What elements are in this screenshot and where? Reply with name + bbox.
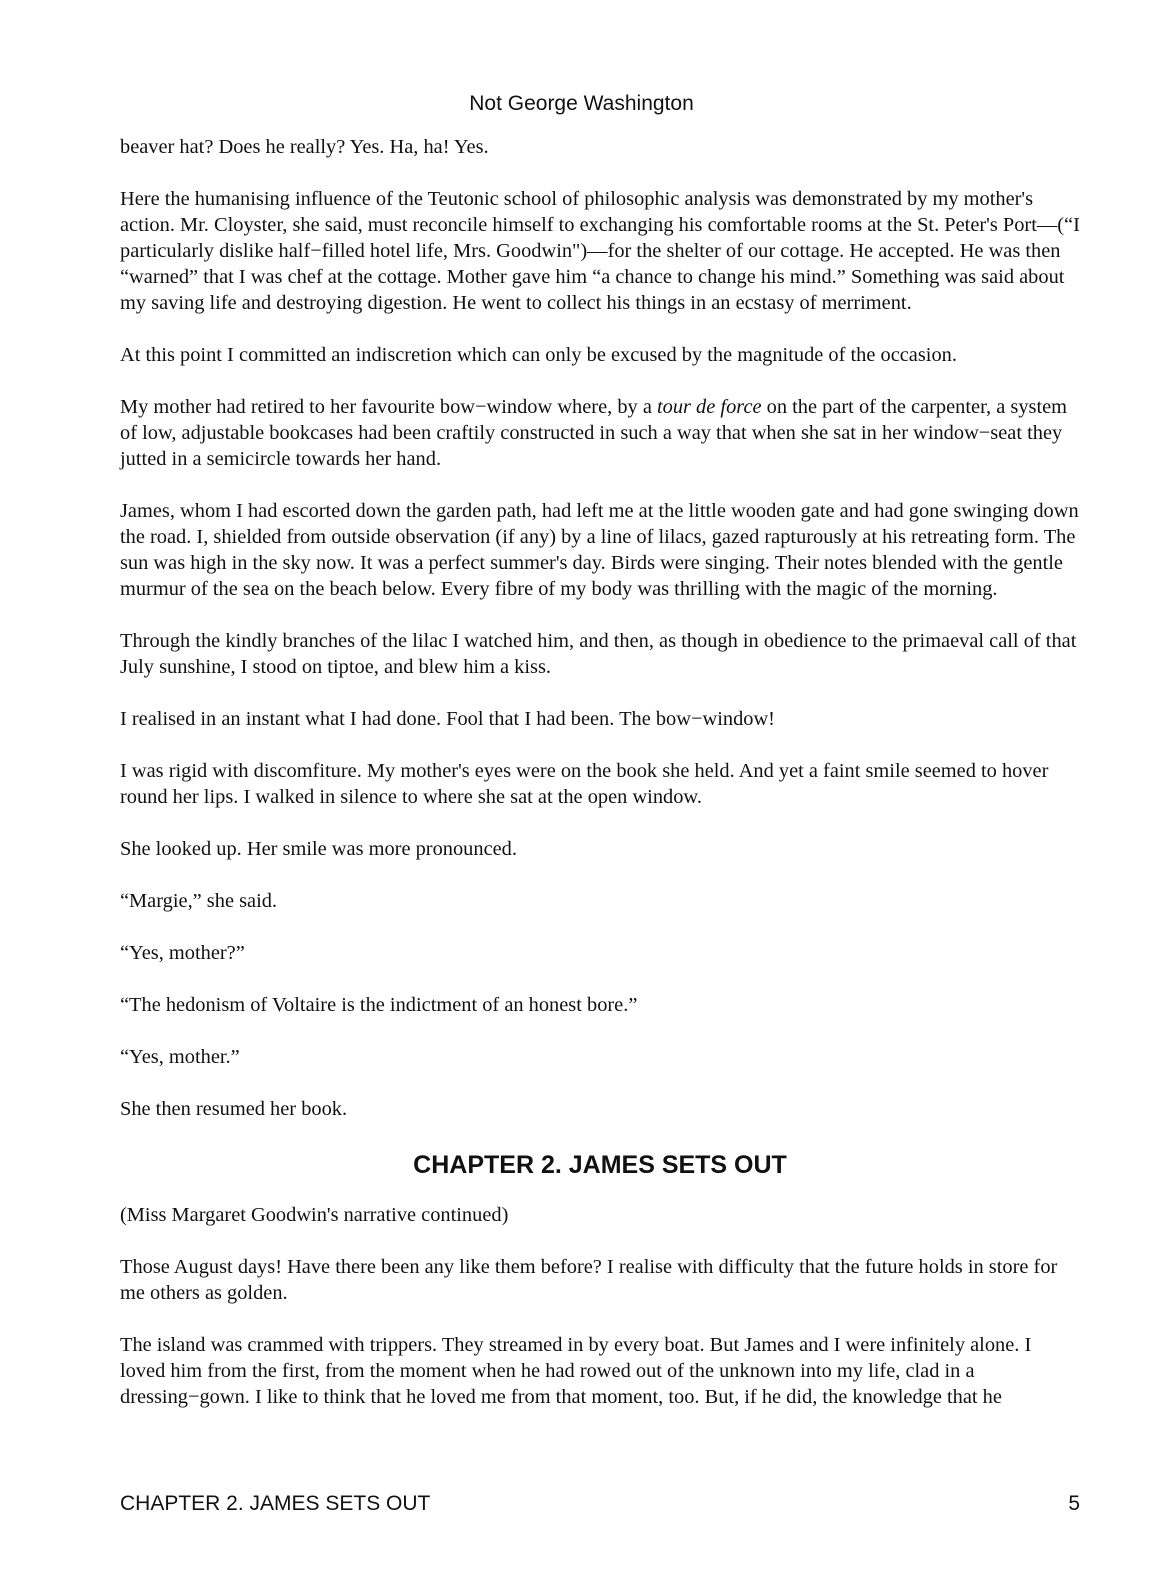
paragraph: She looked up. Her smile was more pronounced. — [120, 838, 517, 860]
paragraph-text: on the part of the carpenter, a system of low, adjustable bookcases had been craftily constructed in such a way that when she sat in her window−seat they jutted in a semicircle towards her hand. — [120, 396, 1068, 470]
paragraph — [120, 394, 1080, 472]
paragraph: I realised in an instant what I had done. Fool that I had been. The bow−window! — [120, 708, 775, 730]
paragraph: (Miss Margaret Goodwin's narrative continued) — [120, 1204, 509, 1226]
paragraph-text: My mother had retired to her favourite bow−window where, by a — [120, 396, 657, 418]
paragraph: James, whom I had escorted down the garden path, had left me at the little wooden gate and had gone swinging down the road. I, shielded from outside observation (if any) by a line of lilacs, gazed rapturously at his retreating form. The sun was high in the sky now. It was a perfect summer's day. Birds were singing. Their notes blended with the gentle murmur of the sea on the beach below. Every fibre of my body was thrilling with the magic of the morning. — [120, 500, 1079, 600]
paragraph: At this point I committed an indiscretion which can only be excused by the magnitude of the occasion. — [120, 344, 957, 366]
paragraph: Those August days! Have there been any like them before? I realise with difficulty that the future holds in store for me others as golden. — [120, 1256, 1058, 1304]
paragraph: “Margie,” she said. — [120, 890, 278, 912]
paragraph: beaver hat? Does he really? Yes. Ha, ha! Yes. — [120, 136, 489, 158]
paragraph: Here the humanising influence of the Teutonic school of philosophic analysis was demonstrated by my mother's action. Mr. Cloyster, she said, must reconcile himself to exchanging his comfortable rooms at the St. Peter's Port—(“I particularly dislike half−filled hotel life, Mrs. Goodwin")—for the shelter of our cottage. He accepted. He was then “warned” that I was chef at the cottage. Mother gave him “a chance to change his mind.” Something was said about my saving life and destroying digestion. He went to collect his things in an ecstasy of merriment. — [120, 188, 1080, 314]
paragraph: “Yes, mother?” — [120, 942, 245, 964]
paragraph: The island was crammed with trippers. They streamed in by every boat. But James and I were infinitely alone. I loved him from the first, from the moment when he had rowed out of the unknown into my life, clad in a dressing−gown. I like to think that he loved me from that moment, too. But, if he did, the knowledge that he — [120, 1334, 1032, 1408]
italic-phrase: tour de force — [656, 396, 762, 418]
paragraph: She then resumed her book. — [120, 1098, 348, 1120]
paragraph: I was rigid with discomfiture. My mother's eyes were on the book she held. And yet a faint smile seemed to hover round her lips. I walked in silence to where she sat at the open window. — [120, 760, 1049, 808]
footer-chapter-title: CHAPTER 2. JAMES SETS OUT — [120, 1492, 431, 1515]
paragraph: “The hedonism of Voltaire is the indictment of an honest bore.” — [120, 994, 638, 1016]
page-footer — [120, 1492, 1080, 1516]
chapter-heading: CHAPTER 2. JAMES SETS OUT — [413, 1151, 787, 1179]
page-body — [120, 134, 1080, 1436]
running-header: Not George Washington — [469, 92, 694, 115]
paragraph: “Yes, mother.” — [120, 1046, 240, 1068]
page-number: 5 — [1068, 1492, 1080, 1515]
paragraph: Through the kindly branches of the lilac I watched him, and then, as though in obedience to the primaeval call of that July sunshine, I stood on tiptoe, and blew him a kiss. — [120, 630, 1077, 678]
